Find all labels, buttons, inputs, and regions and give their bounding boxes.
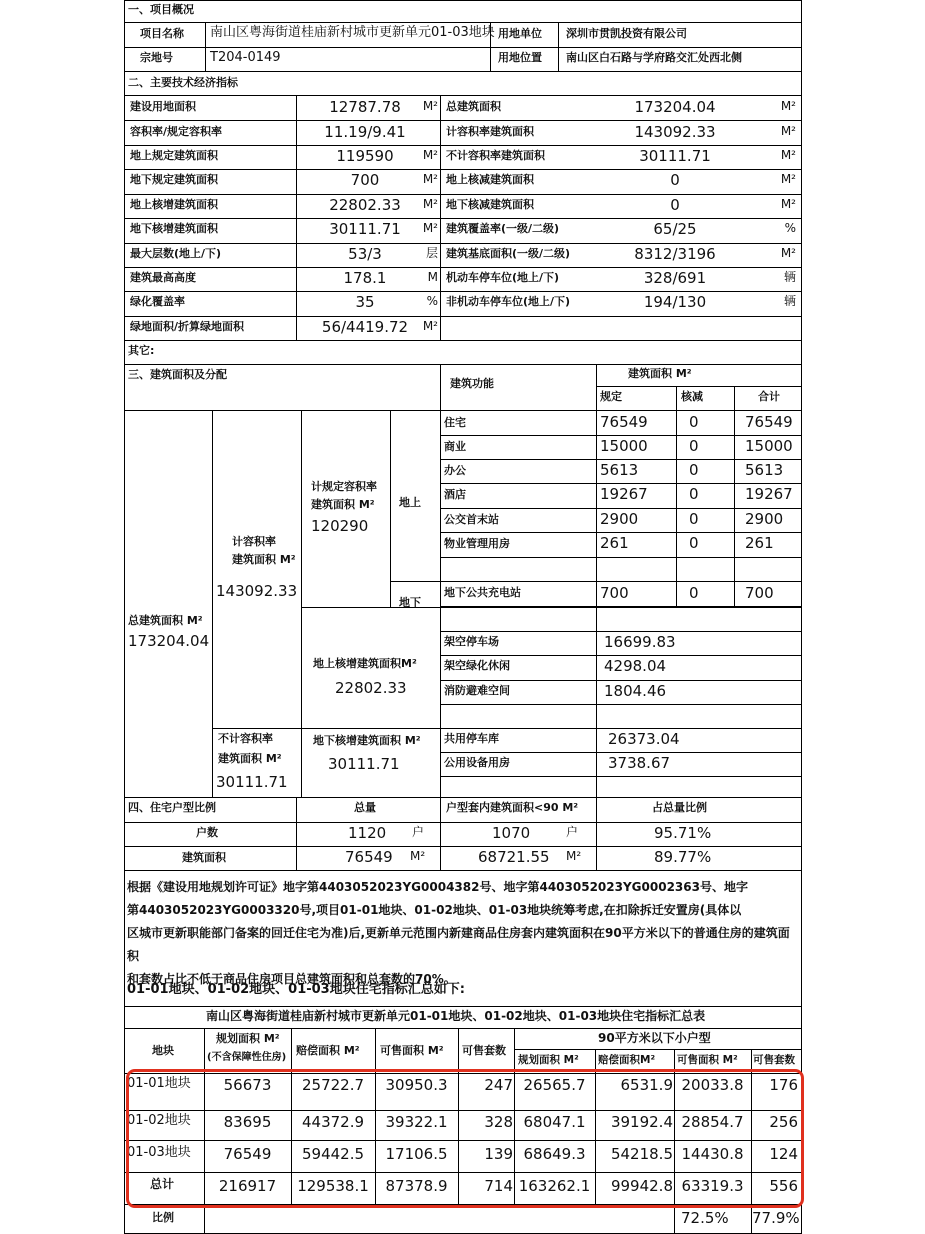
units-total-unit: 户 xyxy=(412,825,425,839)
function-regulated: 19267 xyxy=(600,485,648,503)
indicator-label: 地下规定建筑面积 xyxy=(130,173,218,186)
below-function-total: 700 xyxy=(745,584,774,602)
ratio-sale: 72.5% xyxy=(681,1209,729,1227)
indicator-value: 22802.33 xyxy=(329,196,401,214)
indicator-unit: M² xyxy=(422,148,438,162)
summary-sub-comp: 赔偿面积M² xyxy=(598,1054,656,1066)
indicator-label: 地上核减建筑面积 xyxy=(446,173,534,186)
inc-above-amount: 1804.46 xyxy=(604,682,667,700)
indicator-label: 地下核减建筑面积 xyxy=(446,198,534,211)
indicator-value: 35 xyxy=(355,293,375,311)
summary-cell: 56673 xyxy=(223,1076,272,1094)
indicator-unit: M² xyxy=(422,221,438,235)
function-regulated: 15000 xyxy=(600,437,648,455)
summary-sub-planned: 规划面积 M² xyxy=(518,1054,579,1066)
indicator-value: 700 xyxy=(350,171,380,189)
indicator-value: 12787.78 xyxy=(329,98,401,116)
sub-header-reduced: 核减 xyxy=(681,390,703,403)
function-total: 2900 xyxy=(745,510,784,528)
above-ground-label: 地上 xyxy=(399,496,421,509)
indicator-label: 总建筑面积 xyxy=(446,100,501,113)
area-total: 76549 xyxy=(345,848,393,866)
indicator-label: 机动车停车位(地上/下) xyxy=(446,271,560,284)
indicator-unit: M² xyxy=(422,172,438,186)
summary-cell: 68649.3 xyxy=(523,1145,586,1163)
inc-above-name: 架空绿化休闲 xyxy=(444,659,510,672)
summary-cell: 20033.8 xyxy=(681,1076,744,1094)
indicator-label: 地上规定建筑面积 xyxy=(130,149,218,162)
summary-cell: 87378.9 xyxy=(385,1177,448,1195)
summary-header-sets: 可售套数 xyxy=(462,1044,506,1057)
land-user-label: 用地单位 xyxy=(498,27,542,40)
function-total: 76549 xyxy=(745,413,793,431)
indicator-value: 119590 xyxy=(336,147,394,165)
indicator-value: 194/130 xyxy=(643,293,707,311)
summary-cell: 139 xyxy=(484,1145,513,1163)
indicator-unit: 辆 xyxy=(783,294,796,308)
inc-below-label: 地下核增建筑面积 M² xyxy=(313,734,421,747)
summary-cell: 124 xyxy=(769,1145,798,1163)
project-name-label: 项目名称 xyxy=(140,27,184,40)
nfa-label-2: 建筑面积 M² xyxy=(218,752,282,765)
indicator-label: 容积率/规定容积率 xyxy=(130,125,223,138)
indicator-value: 53/3 xyxy=(348,245,382,263)
function-reduced: 0 xyxy=(689,485,699,503)
indicator-value: 65/25 xyxy=(653,220,697,238)
highlight-box xyxy=(126,1069,804,1208)
summary-header-planned-1: 规划面积 M² xyxy=(216,1032,280,1045)
total-area-label: 总建筑面积 M² xyxy=(128,614,203,627)
paragraph-line: 和套数占比不低于商品住房项目总建筑面积和总套数的70%。 xyxy=(127,972,456,986)
inc-above-label: 地上核增建筑面积M² xyxy=(313,657,417,670)
below-function-reduced: 0 xyxy=(689,584,699,602)
inc-above-name: 消防避难空间 xyxy=(444,684,510,697)
regulated-area-label-1: 计规定容积率 xyxy=(311,480,377,493)
summary-cell: 163262.1 xyxy=(518,1177,591,1195)
indicator-label: 建筑覆盖率(一级/二级) xyxy=(446,222,560,235)
summary-title: 南山区粤海街道桂庙新村城市更新单元01-01地块、01-02地块、01-03地块住宅指标汇总表 xyxy=(206,1009,706,1023)
section-3-heading: 三、建筑面积及分配 xyxy=(128,368,227,381)
col-total-header: 总量 xyxy=(354,801,376,814)
summary-intro: 01-01地块、01-02地块、01-03地块住宅指标汇总如下: xyxy=(127,982,465,997)
inc-above-amount: 16699.83 xyxy=(604,633,676,651)
summary-cell: 176 xyxy=(769,1076,798,1094)
summary-plot-name: 01-03地块 xyxy=(127,1145,191,1160)
summary-cell: 6531.9 xyxy=(620,1076,673,1094)
area-small: 68721.55 xyxy=(478,848,550,866)
summary-sub-sale: 可售面积 M² xyxy=(677,1054,738,1066)
indicator-unit: 层 xyxy=(425,246,438,260)
land-user-value: 深圳市贯凯投资有限公司 xyxy=(566,27,687,40)
area-small-unit: M² xyxy=(566,849,582,863)
parcel-no-label: 宗地号 xyxy=(140,51,173,64)
summary-cell: 39322.1 xyxy=(385,1113,448,1131)
indicator-label: 计容积率建筑面积 xyxy=(446,125,534,138)
summary-cell: 99942.8 xyxy=(610,1177,673,1195)
indicator-value: 11.19/9.41 xyxy=(324,123,406,141)
paragraph-line: 第4403052023YG0003320号,项目01-01地块、01-02地块、01-03地块统筹考虑,在扣除拆迁安置房(具体以 xyxy=(127,903,742,917)
units-ratio: 95.71% xyxy=(654,824,712,842)
fa-area-value: 143092.33 xyxy=(216,582,298,600)
summary-header-small: 90平方米以下小户型 xyxy=(598,1031,711,1045)
function-name: 办公 xyxy=(444,464,466,477)
indicator-label: 最大层数(地上/下) xyxy=(130,247,222,260)
indicator-label: 绿化覆盖率 xyxy=(130,295,185,308)
indicator-unit: M² xyxy=(780,148,796,162)
indicator-unit: M² xyxy=(422,197,438,211)
units-label: 户数 xyxy=(196,826,218,839)
inc-below-value: 30111.71 xyxy=(328,755,400,773)
paragraph-line: 根据《建设用地规划许可证》地字第4403052023YG0004382号、地字第4403052023YG0002363号、地字 xyxy=(127,880,748,894)
summary-cell: 63319.3 xyxy=(681,1177,744,1195)
function-total: 5613 xyxy=(745,461,784,479)
section-1-heading: 一、项目概况 xyxy=(128,3,194,16)
inc-below-name: 公用设备用房 xyxy=(444,756,510,769)
function-regulated: 2900 xyxy=(600,510,639,528)
function-regulated: 76549 xyxy=(600,413,648,431)
sub-header-total: 合计 xyxy=(758,390,780,403)
section-2-heading: 二、主要技术经济指标 xyxy=(128,76,238,89)
indicator-label: 建筑基底面积(一级/二级) xyxy=(446,247,571,260)
function-reduced: 0 xyxy=(689,413,699,431)
area-total-unit: M² xyxy=(410,849,426,863)
summary-cell: 556 xyxy=(769,1177,798,1195)
summary-cell: 68047.1 xyxy=(523,1113,586,1131)
indicator-value: 30111.71 xyxy=(639,147,711,165)
summary-cell: 256 xyxy=(769,1113,798,1131)
summary-cell: 26565.7 xyxy=(523,1076,586,1094)
indicator-unit: % xyxy=(426,294,438,308)
summary-header-plot: 地块 xyxy=(152,1044,174,1057)
function-name: 商业 xyxy=(444,440,466,453)
indicator-unit: 辆 xyxy=(783,270,796,284)
units-small-unit: 户 xyxy=(566,825,579,839)
location-label: 用地位置 xyxy=(498,51,542,64)
function-total: 261 xyxy=(745,534,774,552)
summary-cell: 14430.8 xyxy=(681,1145,744,1163)
function-reduced: 0 xyxy=(689,461,699,479)
indicator-label: 建设用地面积 xyxy=(130,100,196,113)
summary-cell: 25722.7 xyxy=(301,1076,365,1094)
indicator-value: 173204.04 xyxy=(634,98,716,116)
total-area-value: 173204.04 xyxy=(128,632,210,650)
inc-above-amount: 4298.04 xyxy=(604,657,667,675)
indicator-unit: M² xyxy=(780,99,796,113)
function-name: 公交首末站 xyxy=(444,513,499,526)
indicator-unit: M² xyxy=(780,172,796,186)
summary-cell: 714 xyxy=(484,1177,513,1195)
col-ratio-header: 占总量比例 xyxy=(652,801,707,814)
ratio-label: 比例 xyxy=(152,1211,174,1224)
inc-above-name: 架空停车场 xyxy=(444,635,499,648)
below-ground-label: 地下 xyxy=(399,596,421,609)
summary-header-comp: 赔偿面积 M² xyxy=(296,1044,360,1057)
function-name: 物业管理用房 xyxy=(444,537,510,550)
nfa-value: 30111.71 xyxy=(216,773,288,791)
summary-cell: 216917 xyxy=(218,1177,277,1195)
summary-cell: 30950.3 xyxy=(385,1076,448,1094)
summary-cell: 54218.5 xyxy=(610,1145,673,1163)
summary-plot-name: 总计 xyxy=(150,1177,175,1191)
nfa-label-1: 不计容积率 xyxy=(218,732,273,745)
paragraph-line: 区城市更新职能部门备案的回迁住宅为准)后,更新单元范围内新建商品住房套内建筑面积在90平方米以下的普通住房的建筑面积 xyxy=(127,926,790,963)
indicator-label: 建筑最高高度 xyxy=(130,271,196,284)
below-function-name: 地下公共充电站 xyxy=(444,586,521,599)
inc-below-name: 共用停车库 xyxy=(444,732,499,745)
indicator-unit: M² xyxy=(780,197,796,211)
col-small-header: 户型套内建筑面积<90 M² xyxy=(446,801,579,814)
area-ratio: 89.77% xyxy=(654,848,712,866)
indicator-value: 30111.71 xyxy=(329,220,401,238)
function-name: 酒店 xyxy=(444,488,466,501)
indicator-unit: % xyxy=(784,221,796,235)
function-header: 建筑功能 xyxy=(450,377,494,390)
indicator-value: 143092.33 xyxy=(634,123,716,141)
summary-cell: 76549 xyxy=(223,1145,272,1163)
indicator-label: 非机动车停车位(地上/下) xyxy=(446,295,571,308)
function-reduced: 0 xyxy=(689,437,699,455)
summary-cell: 83695 xyxy=(223,1113,272,1131)
area-header: 建筑面积 M² xyxy=(628,367,692,380)
function-name: 住宅 xyxy=(444,416,466,429)
summary-sub-sets: 可售套数 xyxy=(753,1054,795,1066)
summary-cell: 59442.5 xyxy=(301,1145,365,1163)
summary-cell: 129538.1 xyxy=(297,1177,369,1195)
units-small: 1070 xyxy=(492,824,531,842)
indicator-unit: M xyxy=(427,270,438,284)
function-total: 19267 xyxy=(745,485,793,503)
indicator-label: 绿地面积/折算绿地面积 xyxy=(130,320,245,333)
other-label: 其它: xyxy=(128,344,155,357)
indicator-unit: M² xyxy=(422,99,438,113)
indicator-label: 不计容积率建筑面积 xyxy=(446,149,545,162)
section-4-heading: 四、住宅户型比例 xyxy=(128,801,216,814)
summary-cell: 328 xyxy=(484,1113,513,1131)
summary-plot-name: 01-01地块 xyxy=(127,1076,191,1091)
below-function-regulated: 700 xyxy=(600,584,629,602)
area-label: 建筑面积 xyxy=(182,851,226,864)
indicator-value: 0 xyxy=(670,171,680,189)
project-name-value: 南山区粤海街道桂庙新村城市更新单元01-03地块 xyxy=(210,25,495,40)
indicator-value: 0 xyxy=(670,196,680,214)
inc-above-value: 22802.33 xyxy=(335,679,407,697)
indicator-label: 地上核增建筑面积 xyxy=(130,198,218,211)
function-total: 15000 xyxy=(745,437,793,455)
inc-below-amount: 26373.04 xyxy=(608,730,680,748)
regulated-area-value: 120290 xyxy=(311,517,369,535)
sub-header-regulated: 规定 xyxy=(600,390,622,403)
summary-plot-name: 01-02地块 xyxy=(127,1113,191,1128)
indicator-value: 178.1 xyxy=(343,269,387,287)
summary-cell: 17106.5 xyxy=(385,1145,448,1163)
function-reduced: 0 xyxy=(689,534,699,552)
indicator-unit: M² xyxy=(780,246,796,260)
function-regulated: 261 xyxy=(600,534,629,552)
summary-cell: 39192.4 xyxy=(610,1113,673,1131)
indicator-label: 地下核增建筑面积 xyxy=(130,222,218,235)
ratio-sets: 77.9% xyxy=(752,1209,800,1227)
policy-paragraph xyxy=(127,876,797,991)
inc-below-amount: 3738.67 xyxy=(608,754,671,772)
indicator-value: 8312/3196 xyxy=(634,245,716,263)
regulated-area-label-2: 建筑面积 M² xyxy=(311,498,375,511)
function-regulated: 5613 xyxy=(600,461,639,479)
indicator-value: 328/691 xyxy=(643,269,707,287)
indicator-value: 56/4419.72 xyxy=(321,318,409,336)
summary-cell: 247 xyxy=(484,1076,513,1094)
fa-area-label-2: 建筑面积 M² xyxy=(232,553,296,566)
summary-header-sale: 可售面积 M² xyxy=(380,1044,444,1057)
summary-cell: 28854.7 xyxy=(681,1113,744,1131)
summary-cell: 44372.9 xyxy=(301,1113,365,1131)
summary-header-planned-2: (不含保障性住房) xyxy=(207,1052,287,1063)
indicator-unit: M² xyxy=(780,124,796,138)
units-total: 1120 xyxy=(348,824,387,842)
parcel-no-value: T204-0149 xyxy=(210,50,281,65)
indicator-unit: M² xyxy=(422,319,438,333)
fa-area-label-1: 计容积率 xyxy=(232,535,276,548)
function-reduced: 0 xyxy=(689,510,699,528)
location-value: 南山区白石路与学府路交汇处西北侧 xyxy=(566,51,742,64)
